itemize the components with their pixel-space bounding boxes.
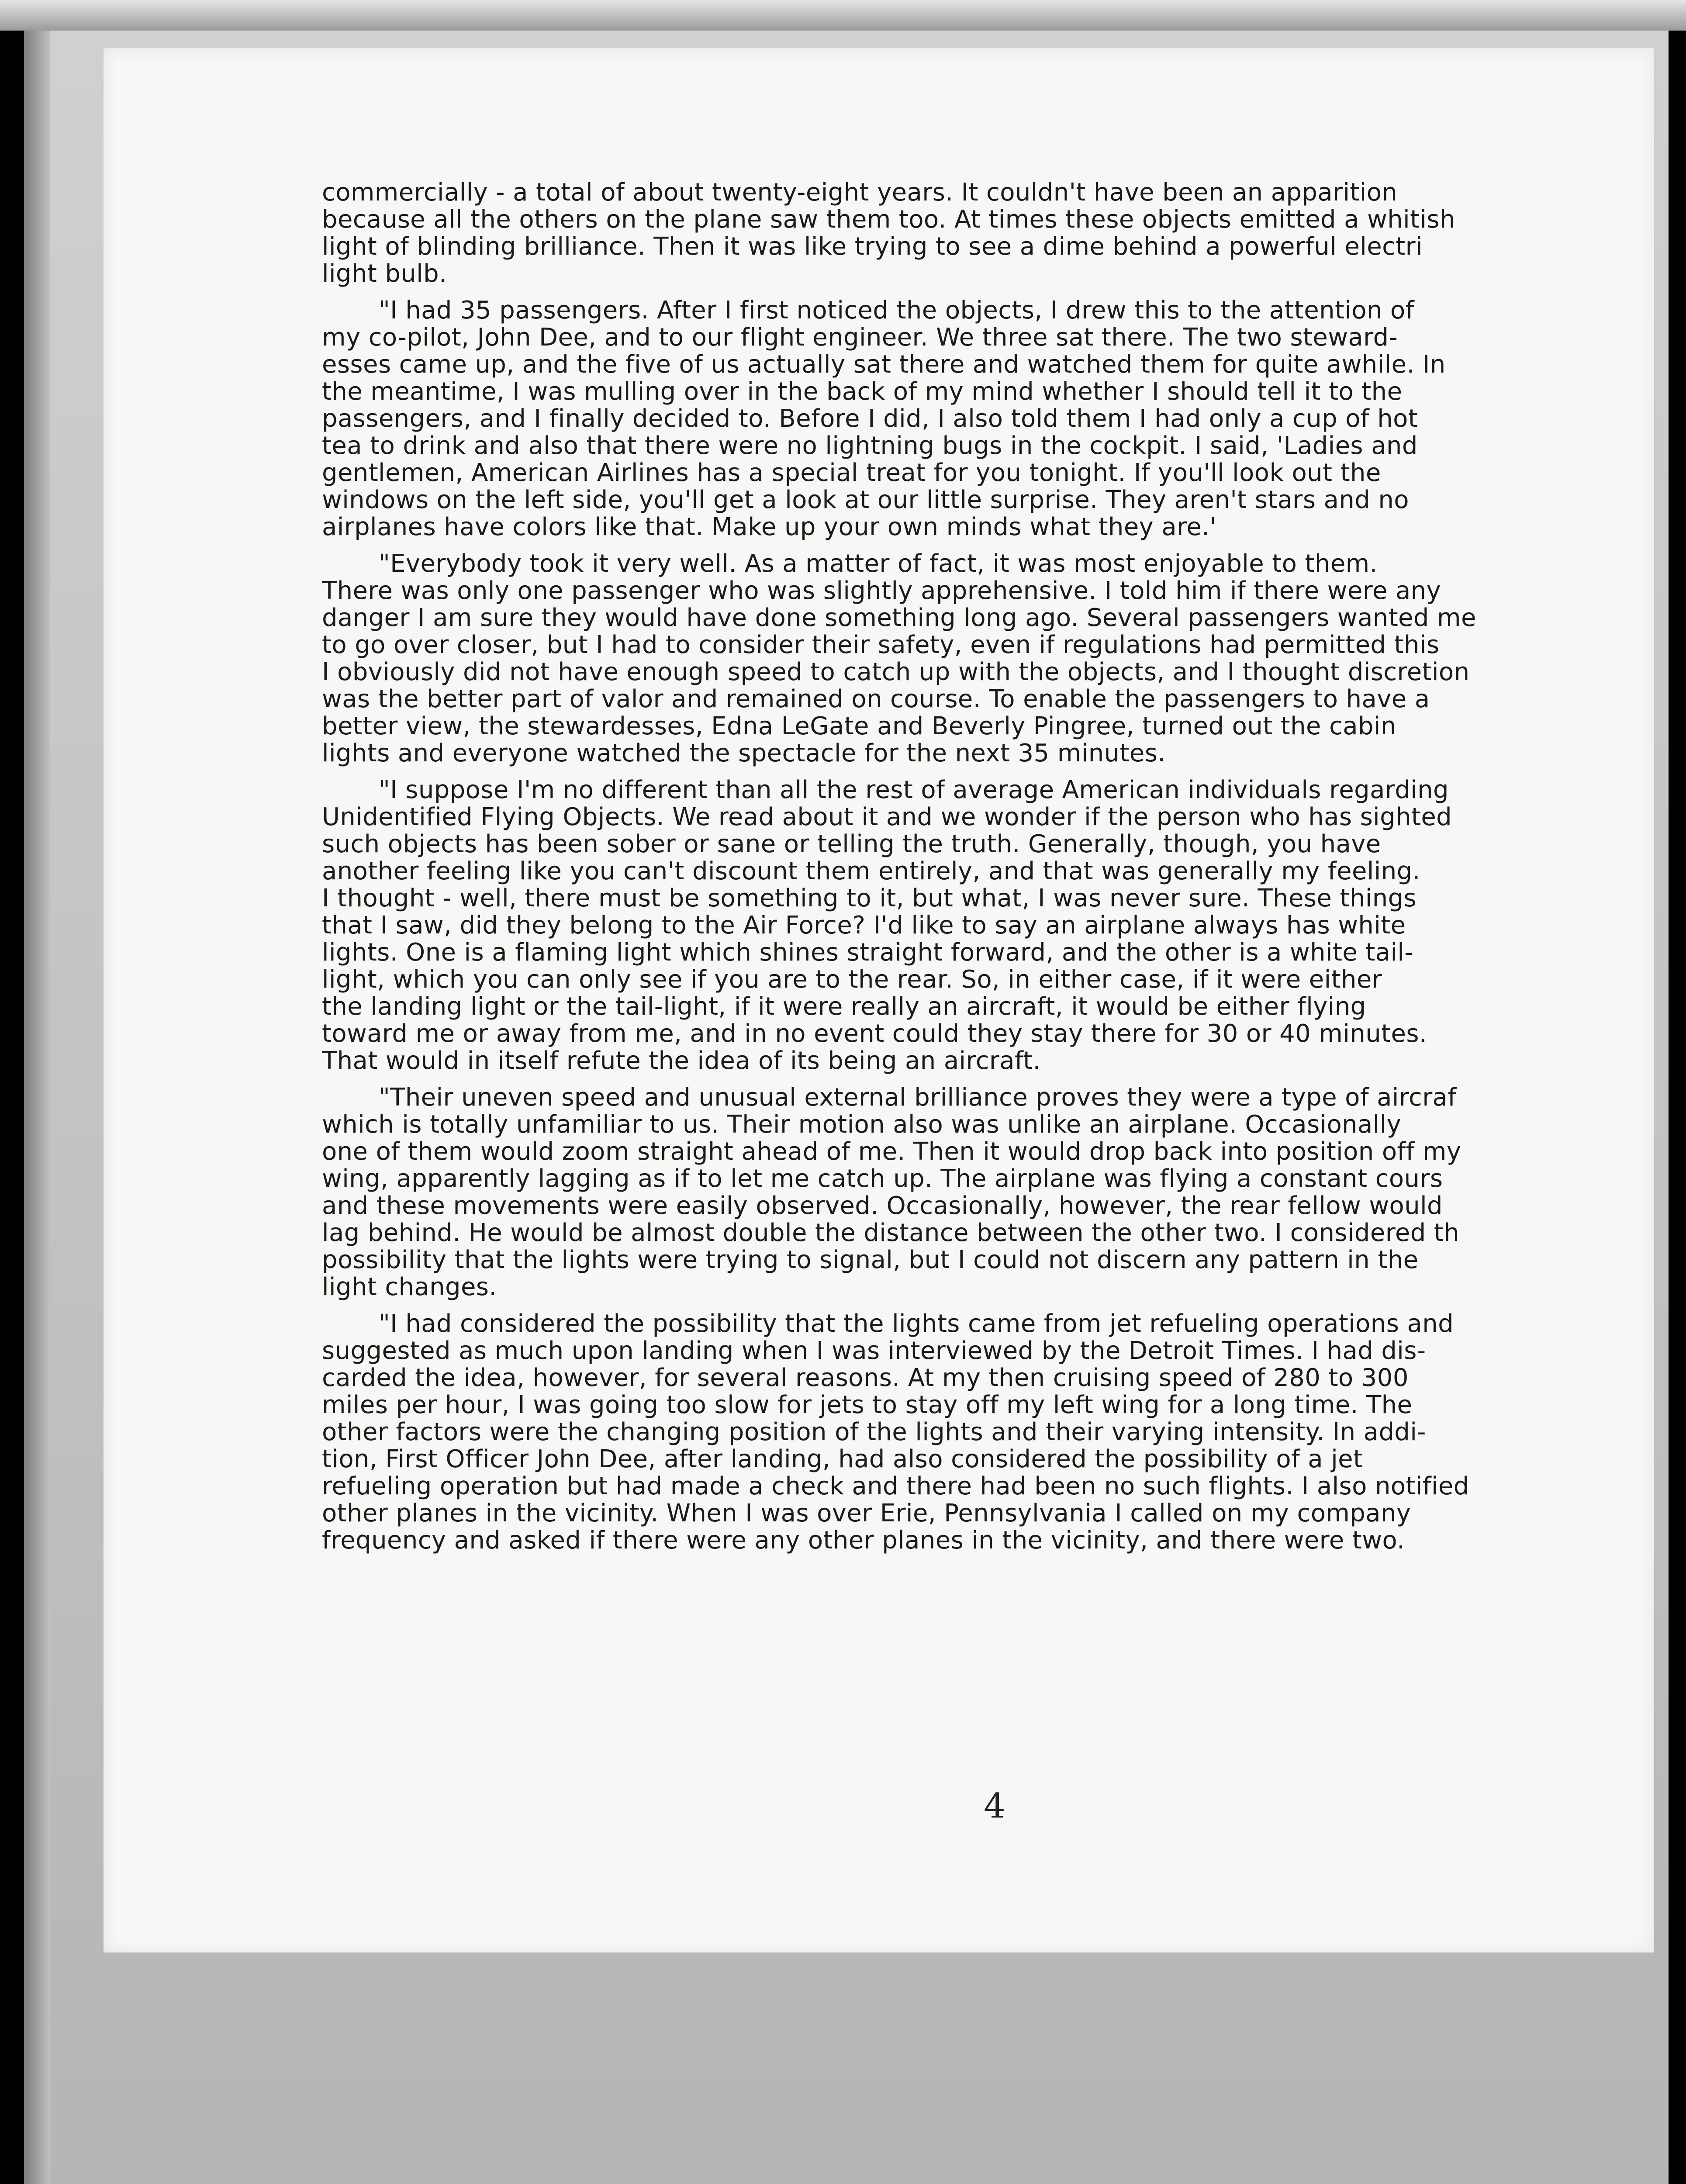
text-line: miles per hour, I was going too slow for jets to stay off my left wing for a long time. The [322,1392,1413,1419]
mount-left-edge [24,31,50,2184]
text-line: possibility that the lights were trying to signal, but I could not discern any pattern in the [322,1247,1419,1274]
text-line: "I suppose I'm no different than all the rest of average American individuals regarding [379,777,1449,804]
text-line: light of blinding brilliance. Then it was like trying to see a dime behind a powerful electri [322,233,1423,260]
text-line: commercially - a total of about twenty-eight years. It couldn't have been an apparition [322,179,1398,206]
text-line: Unidentified Flying Objects. We read about it and we wonder if the person who has sighted [322,804,1452,831]
text-line: tion, First Officer John Dee, after landing, had also considered the possibility of a jet [322,1446,1363,1473]
text-line: another feeling like you can't discount them entirely, and that was generally my feeling. [322,858,1420,885]
text-line: I obviously did not have enough speed to catch up with the objects, and I thought discretion [322,659,1470,686]
text-line: because all the others on the plane saw them too. At times these objects emitted a whitish [322,206,1455,233]
text-line: There was only one passenger who was slightly apprehensive. I told him if there were any [322,577,1441,605]
text-line: better view, the stewardesses, Edna LeGate and Beverly Pingree, turned out the cabin [322,713,1396,740]
text-line: other factors were the changing position of the lights and their varying intensity. In addi- [322,1419,1426,1446]
text-line: lag behind. He would be almost double the distance between the other two. I considered th [322,1220,1460,1247]
text-line: "I had 35 passengers. After I first noticed the objects, I drew this to the attention of [379,297,1414,324]
text-line: carded the idea, however, for several reasons. At my then cruising speed of 280 to 300 [322,1365,1409,1392]
text-line: That would in itself refute the idea of its being an aircraft. [322,1047,1041,1075]
text-line: lights and everyone watched the spectacle for the next 35 minutes. [322,740,1166,767]
text-line: and these movements were easily observed. Occasionally, however, the rear fellow would [322,1192,1443,1220]
text-line: gentlemen, American Airlines has a special treat for you tonight. If you'll look out the [322,460,1381,487]
text-line: lights. One is a flaming light which shines straight forward, and the other is a white tail- [322,939,1413,966]
page-number: 4 [984,1787,1005,1826]
text-line: my co-pilot, John Dee, and to our flight engineer. We three sat there. The two steward- [322,324,1398,351]
document-page [104,48,1654,1952]
text-line: danger I am sure they would have done something long ago. Several passengers wanted me [322,605,1476,632]
text-line: esses came up, and the five of us actually sat there and watched them for quite awhile. In [322,351,1446,378]
text-line: wing, apparently lagging as if to let me catch up. The airplane was flying a constant cours [322,1165,1443,1192]
text-line: one of them would zoom straight ahead of me. Then it would drop back into position off my [322,1138,1461,1165]
text-line: which is totally unfamiliar to us. Their motion also was unlike an airplane. Occasionally [322,1111,1402,1138]
text-line: airplanes have colors like that. Make up your own minds what they are.' [322,514,1217,541]
text-line: that I saw, did they belong to the Air Force? I'd like to say an airplane always has white [322,912,1406,939]
photostat-mount [24,31,1669,2184]
body-text [322,179,1686,1795]
text-line: light, which you can only see if you are to the rear. So, in either case, if it were either [322,966,1382,993]
text-line: such objects has been sober or sane or telling the truth. Generally, though, you have [322,831,1381,858]
text-line: was the better part of valor and remained on course. To enable the passengers to have a [322,686,1430,713]
text-line: other planes in the vicinity. When I was over Erie, Pennsylvania I called on my company [322,1500,1411,1527]
text-line: frequency and asked if there were any other planes in the vicinity, and there were two. [322,1527,1405,1554]
text-line: "I had considered the possibility that the lights came from jet refueling operations and [379,1310,1454,1337]
film-edge-top [0,0,1686,31]
text-line: light bulb. [322,260,447,287]
text-line: "Their uneven speed and unusual external brilliance proves they were a type of aircraf [379,1084,1457,1111]
text-line: windows on the left side, you'll get a look at our little surprise. They aren't stars and no [322,487,1409,514]
text-line: toward me or away from me, and in no event could they stay there for 30 or 40 minutes. [322,1020,1427,1047]
text-line: suggested as much upon landing when I was interviewed by the Detroit Times. I had dis- [322,1337,1426,1365]
text-line: light changes. [322,1274,497,1301]
text-line: tea to drink and also that there were no lightning bugs in the cockpit. I said, 'Ladies and [322,432,1418,460]
text-line: passengers, and I finally decided to. Before I did, I also told them I had only a cup of hot [322,405,1418,432]
text-line: I thought - well, there must be something to it, but what, I was never sure. These things [322,885,1417,912]
text-line: "Everybody took it very well. As a matter of fact, it was most enjoyable to them. [379,550,1378,577]
text-line: the landing light or the tail-light, if it were really an aircraft, it would be either flying [322,993,1366,1020]
text-line: refueling operation but had made a check and there had been no such flights. I also notified [322,1473,1469,1500]
text-line: to go over closer, but I had to consider their safety, even if regulations had permitted this [322,632,1440,659]
text-line: the meantime, I was mulling over in the back of my mind whether I should tell it to the [322,378,1403,405]
